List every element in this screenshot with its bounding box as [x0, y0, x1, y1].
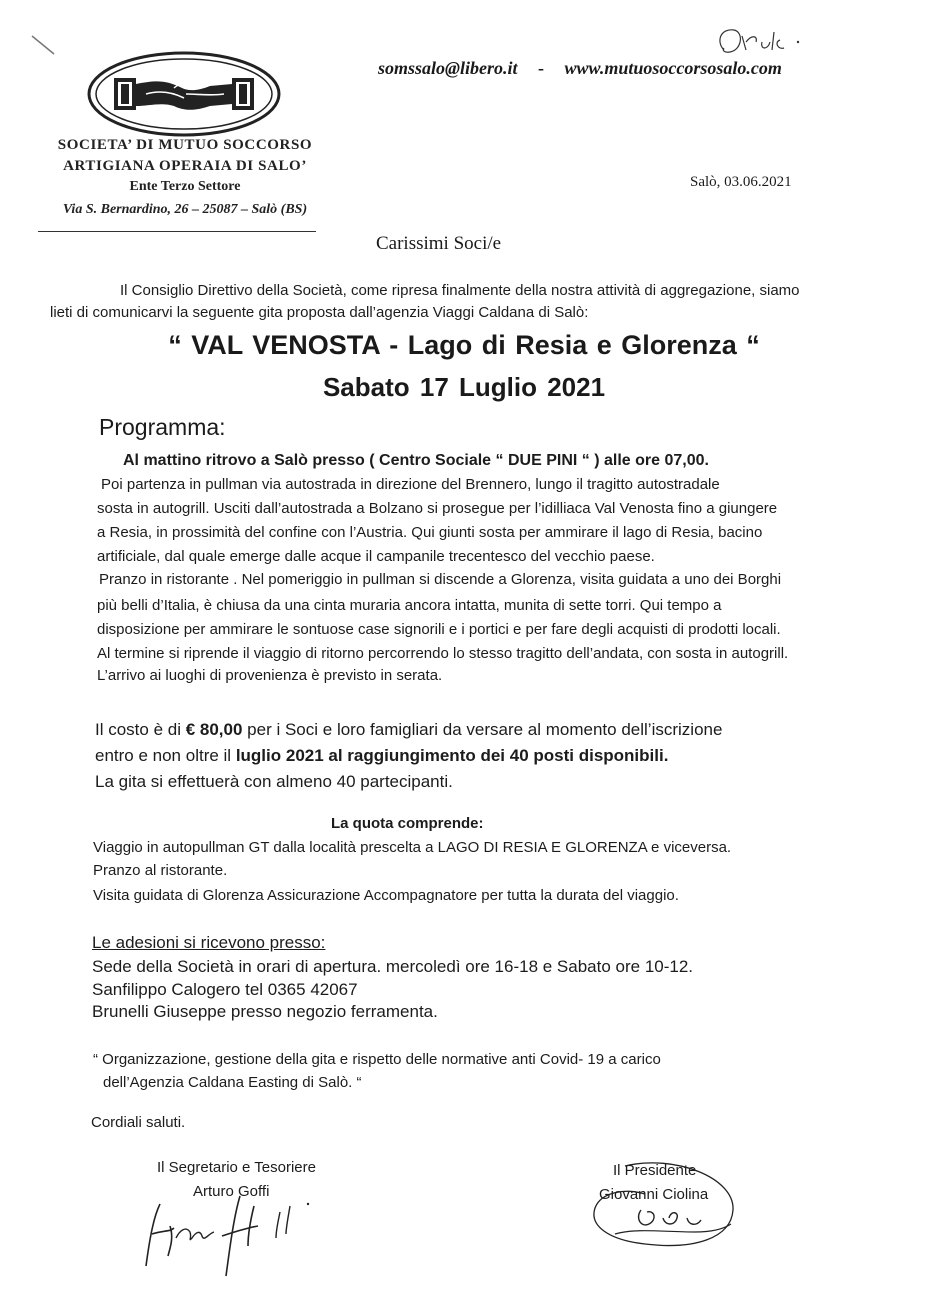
corner-mark-icon	[30, 34, 56, 56]
org-name-line1: SOCIETA’ DI MUTUO SOCCORSO	[57, 137, 313, 153]
note-line-2: dell’Agenzia Caldana Easting di Salò. “	[103, 1074, 362, 1091]
quota-heading: La quota comprende:	[331, 815, 484, 832]
programma-line: Pranzo in ristorante . Nel pomeriggio in pullman si discende a Glorenza, visita guidata a uno dei Borghi	[99, 571, 782, 588]
costo-price: € 80,00	[185, 720, 243, 739]
costo-text: Il costo è di	[95, 720, 186, 739]
signature-left-icon	[130, 1176, 350, 1286]
note-line-1: “ Organizzazione, gestione della gita e rispetto delle normative anti Covid- 19 a carico	[93, 1051, 661, 1068]
costo-line-2	[95, 746, 668, 766]
signature-left-role: Il Segretario e Tesoriere	[157, 1159, 316, 1176]
programma-line: artificiale, dal quale emerge dalle acque il campanile trecentesco del vecchio paese.	[97, 548, 655, 565]
closing: Cordiali saluti.	[91, 1114, 186, 1131]
org-address: Via S. Bernardino, 26 – 25087 – Salò (BS)	[62, 202, 308, 217]
org-subtitle: Ente Terzo Settore	[129, 179, 241, 194]
programma-line: a Resia, in prossimità del confine con l’Austria. Qui giunti sosta per ammirare il lago di Resia, bacino	[97, 524, 763, 541]
adesioni-item: Sede della Società in orari di apertura. mercoledì ore 16-18 e Sabato ore 10-12.	[92, 957, 694, 976]
quota-item: Pranzo al ristorante.	[93, 862, 228, 879]
intro-line-2: lieti di comunicarvi la seguente gita proposta dall’agenzia Viaggi Caldana di Salò:	[50, 304, 589, 321]
costo-line-3: La gita si effettuerà con almeno 40 partecipanti.	[95, 772, 453, 791]
signature-right-name: Giovanni Ciolina	[599, 1186, 709, 1203]
quota-item: Viaggio in autopullman GT dalla località prescelta a LAGO DI RESIA E GLORENZA e viceversa.	[93, 839, 732, 856]
contact-line	[378, 58, 782, 79]
signature-right-icon	[585, 1148, 745, 1258]
programma-line: disposizione per ammirare le sontuose case signorili e i portici e per fare degli acquisti di prodotti locali.	[97, 621, 781, 638]
adesioni-item: Brunelli Giuseppe presso negozio ferramenta.	[92, 1002, 438, 1021]
costo-text: per i Soci e loro famigliari da versare al momento dell’iscrizione	[242, 720, 723, 739]
costo-deadline: luglio 2021 al raggiungimento dei 40 posti disponibili.	[235, 746, 669, 765]
event-title: “ VAL VENOSTA - Lago di Resia e Glorenza “	[168, 330, 760, 360]
greeting: Carissimi Soci/e	[376, 233, 502, 254]
quota-item: Visita guidata di Glorenza Assicurazione Accompagnatore per tutta la durata del viaggio.	[93, 887, 679, 904]
costo-line-1	[95, 720, 722, 740]
contact-separator: -	[538, 58, 544, 78]
event-date: Sabato 17 Luglio 2021	[322, 372, 606, 402]
programma-heading: Programma:	[99, 414, 226, 440]
programma-line: sosta in autogrill. Usciti dall’autostrada a Bolzano si prosegue per l’idilliaca Val Venosta fino a giungere	[97, 500, 778, 517]
programma-line: Poi partenza in pullman via autostrada in direzione del Brennero, lungo il tragitto autostradale	[101, 476, 720, 493]
signature-left-name: Arturo Goffi	[193, 1183, 270, 1200]
contact-email: somssalo@libero.it	[378, 58, 518, 78]
intro-line-1: Il Consiglio Direttivo della Società, come ripresa finalmente della nostra attività di aggregazione, siamo	[120, 282, 800, 299]
contact-website: www.mutuosoccorsosalo.com	[564, 58, 782, 78]
org-name-line2: ARTIGIANA OPERAIA DI SALO’	[63, 158, 307, 174]
programma-line: più belli d’Italia, è chiusa da una cinta muraria ancora intatta, munita di sette torri. Qui tempo a	[97, 597, 722, 614]
header-divider	[38, 231, 316, 232]
signature-right-role: Il Presidente	[613, 1162, 697, 1179]
adesioni-heading: Le adesioni si ricevono presso:	[92, 933, 326, 952]
costo-text: entro e non oltre il	[95, 746, 236, 765]
place-date: Salò, 03.06.2021	[690, 174, 792, 190]
programma-line: L’arrivo ai luoghi di provenienza è previsto in serata.	[97, 667, 443, 684]
programma-line: Al termine si riprende il viaggio di ritorno percorrendo lo stesso tragitto dell’andata, con sosta in autogrill.	[97, 645, 789, 662]
programma-meeting: Al mattino ritrovo a Salò presso ( Centro Sociale “ DUE PINI “ ) alle ore 07,00.	[123, 452, 709, 469]
handshake-logo-icon	[86, 50, 282, 138]
adesioni-item: Sanfilippo Calogero tel 0365 42067	[92, 980, 358, 999]
